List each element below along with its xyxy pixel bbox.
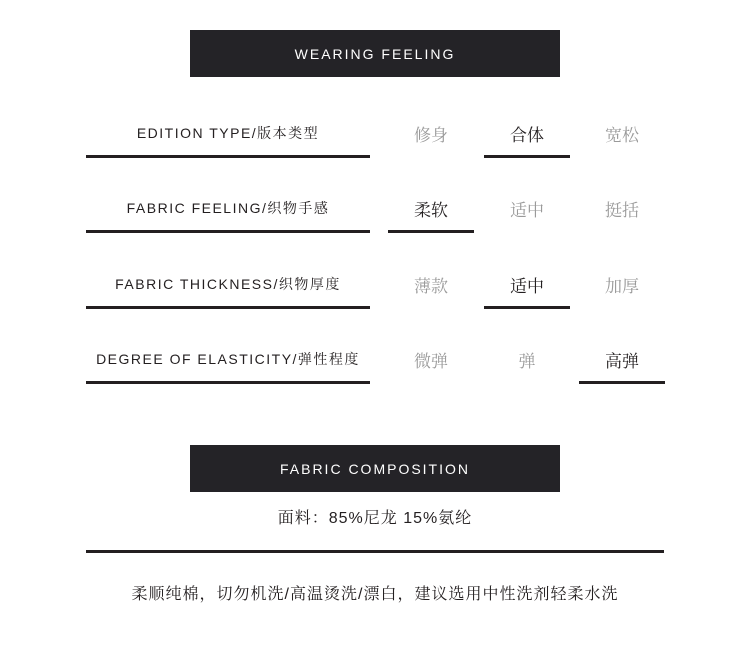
- option-text-selected: 柔软: [414, 200, 448, 220]
- composition-text: 面料：85%尼龙 15%氨纶: [277, 510, 473, 527]
- fabric-composition-title: FABRIC COMPOSITION: [279, 460, 470, 477]
- row-label-underline: [86, 155, 370, 158]
- selected-option-underline: [388, 230, 474, 233]
- option-text: 弹: [518, 351, 536, 371]
- wearing-feeling-header: [190, 30, 560, 77]
- option-text-selected: 高弹: [605, 351, 639, 371]
- row-label-underline: [86, 306, 370, 309]
- selected-option-underline: [579, 381, 665, 384]
- option-text: 挺括: [605, 200, 639, 220]
- section-divider: [86, 550, 664, 553]
- row-label: FABRIC FEELING/织物手感: [126, 200, 330, 216]
- fabric-composition-header: [190, 445, 560, 492]
- option-text: 薄款: [414, 276, 448, 296]
- attribute-row-elasticity: [0, 337, 750, 387]
- option-text-selected: 适中: [510, 276, 544, 296]
- row-label: DEGREE OF ELASTICITY/弹性程度: [96, 351, 360, 367]
- selected-option-underline: [484, 306, 570, 309]
- care-instructions: 柔顺纯棉，切勿机洗/高温烫洗/漂白，建议选用中性洗剂轻柔水洗: [131, 586, 619, 603]
- option-text-selected: 合体: [510, 125, 544, 145]
- selected-option-underline: [484, 155, 570, 158]
- attribute-row-edition-type: [0, 111, 750, 161]
- option-text: 微弹: [414, 351, 448, 371]
- option-text: 加厚: [605, 276, 639, 296]
- attribute-row-fabric-feeling: [0, 186, 750, 236]
- option-text: 适中: [510, 200, 544, 220]
- wearing-feeling-title: WEARING FEELING: [294, 45, 456, 62]
- attribute-row-fabric-thickness: [0, 262, 750, 312]
- row-label: EDITION TYPE/版本类型: [136, 125, 320, 141]
- row-label-underline: [86, 230, 370, 233]
- row-label-underline: [86, 381, 370, 384]
- option-text: 修身: [414, 125, 448, 145]
- row-label: FABRIC THICKNESS/织物厚度: [115, 276, 341, 292]
- option-text: 宽松: [605, 125, 639, 145]
